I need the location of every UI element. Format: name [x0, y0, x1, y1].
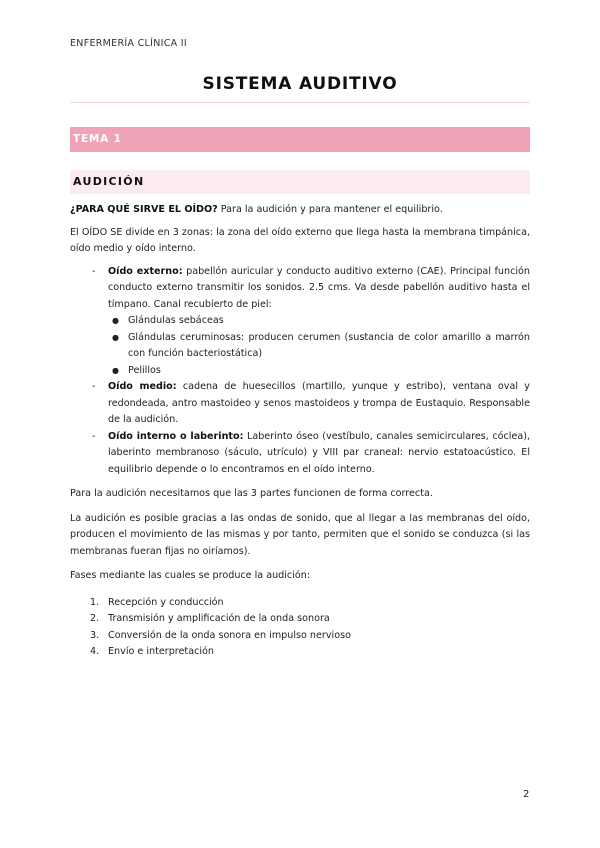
list-item-oido-interno	[70, 429, 530, 479]
zone-text: Laberinto óseo (vestíbulo, canales semicirculares, cóclea), laberinto membranoso (sáculo, utrículo) y VIII par craneal: nervio estatoacústico. El equilibrio depende o lo encontramos en el oído interno.	[108, 430, 530, 475]
document-body	[70, 202, 530, 661]
bullet-dot-icon: ●	[112, 332, 119, 342]
list-item-oido-externo	[70, 264, 530, 380]
zone-text: pabellón auricular y conducto auditivo externo (CAE). Principal función conducto externo transmitir los sonidos. 2.5 cms. Va desde pabellón auditivo hasta el tímpano. Canal recubierto de piel:	[108, 265, 530, 310]
three-parts-paragraph: Para la audición necesitamos que las 3 partes funcionen de forma correcta.	[70, 488, 433, 499]
skin-components-list	[108, 313, 530, 379]
ear-zones-list	[70, 264, 530, 479]
phases-list	[70, 595, 530, 661]
zone-name: Oído medio:	[108, 381, 177, 392]
dash-bullet: -	[92, 430, 96, 442]
bullet-dot-icon: ●	[112, 316, 119, 325]
list-item: 1. Recepción y conducción	[90, 596, 224, 608]
phases-intro: Fases mediante las cuales se produce la audición:	[70, 570, 311, 581]
bullet-dot-icon: ●	[112, 365, 119, 375]
list-item: ● Pelillos	[108, 363, 530, 380]
zone-name: Oído externo:	[108, 265, 183, 277]
zone-text: cadena de huesecillos (martillo, yunque y estribo), ventana oval y redondeada, antro mastoideo y senos mastoideos y trompa de Eustaquio. Responsable de la audición.	[108, 381, 530, 425]
zone-name: Oído interno o laberinto:	[108, 430, 244, 442]
list-item: 4. Envío e interpretación	[90, 646, 214, 657]
section-heading: AUDICIÓN	[73, 175, 145, 188]
page-title: SISTEMA AUDITIVO	[202, 74, 398, 94]
title-divider	[70, 102, 530, 103]
section-heading-bar	[70, 170, 530, 194]
intro-paragraph	[70, 202, 530, 219]
intro-question: ¿PARA QUÉ SIRVE EL OÍDO?	[70, 204, 218, 215]
list-item: ● Glándulas ceruminosas: producen cerumen (sustancia de color amarillo a marrón con función bacteriostática)	[112, 331, 530, 359]
page-number: 2	[523, 789, 530, 800]
document-page	[70, 0, 530, 848]
intro-answer: Para la audición y para mantener el equilibrio.	[217, 204, 443, 215]
list-item: 3. Conversión de la onda sonora en impulso nervioso	[90, 629, 351, 641]
tema-heading-bar	[70, 127, 530, 152]
list-item: ● Glándulas sebáceas	[108, 313, 530, 330]
list-item-oido-medio	[70, 379, 530, 429]
tema-heading: TEMA 1	[73, 133, 122, 145]
dash-bullet: -	[92, 265, 96, 277]
list-item: 2. Transmisión y amplificación de la onda sonora	[90, 613, 330, 624]
zones-paragraph: El OÍDO SE divide en 3 zonas: la zona del oído externo que llega hasta la membrana timpánica, oído medio y oído interno.	[70, 226, 530, 254]
running-header: ENFERMERÍA CLÍNICA II	[70, 38, 187, 49]
dash-bullet: -	[92, 381, 96, 392]
sound-waves-paragraph: La audición es posible gracias a las ondas de sonido, que al llegar a las membranas del oído, producen el movimiento de las mismas y por tanto, permiten que el sonido se conduzca (si las membranas fueran fijas no oiríamos).	[70, 512, 530, 557]
